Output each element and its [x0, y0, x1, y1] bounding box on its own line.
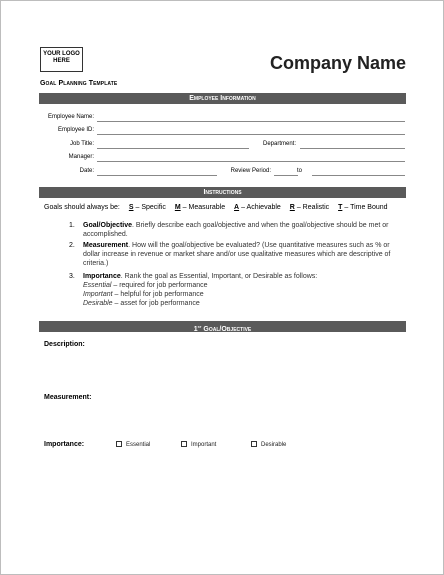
- department-label: Department:: [262, 141, 296, 147]
- importance-desirable-def: Desirable – asset for job performance: [83, 300, 200, 307]
- desirable-checkbox[interactable]: Desirable: [251, 441, 286, 448]
- importance-essential-def: Essential – required for job performance: [83, 282, 208, 289]
- measurement-label: Measurement:: [44, 394, 92, 401]
- employee-name-label: Employee Name:: [47, 114, 94, 120]
- smart-realistic: R – Realistic: [289, 204, 330, 211]
- smart-specific: S – Specific: [128, 204, 166, 211]
- important-checkbox[interactable]: Important: [181, 441, 216, 448]
- document-title: Goal Planning Template: [40, 80, 118, 87]
- manager-field[interactable]: [97, 161, 405, 162]
- date-label: Date:: [79, 168, 94, 174]
- section-header-goal-1: 1st Goal/Objective: [39, 321, 406, 332]
- importance-important-def: Important – helpful for job performance: [83, 291, 204, 298]
- instruction-importance: 3. Importance. Rank the goal as Essential, Important, or Desirable as follows: Essential – required for job performance Important – helpful for job performance Desirable – asset for job performance: [69, 272, 404, 308]
- employee-id-field[interactable]: [97, 134, 405, 135]
- review-period-to-label: to: [297, 168, 303, 174]
- review-period-label: Review Period:: [230, 168, 271, 174]
- logo-line-2: HERE: [53, 58, 70, 64]
- smart-measurable: M – Measurable: [174, 204, 226, 211]
- checkbox-icon[interactable]: [181, 441, 187, 447]
- logo-placeholder: [40, 47, 83, 72]
- employee-name-field[interactable]: [97, 121, 405, 122]
- instruction-measurement: 2. Measurement. How will the goal/objective be evaluated? (Use quantitative measures such as % or dollar increase in revenue or market share and/or use qualitative measures which are descriptive of criteria.): [69, 242, 391, 267]
- description-label: Description:: [44, 341, 85, 348]
- section-header-employee-info: Employee Information: [39, 93, 406, 104]
- job-title-field[interactable]: [97, 148, 249, 149]
- review-period-start-field[interactable]: [274, 175, 298, 176]
- smart-achievable: A – Achievable: [234, 204, 281, 211]
- job-title-label: Job Title:: [69, 141, 94, 147]
- checkbox-icon[interactable]: [251, 441, 257, 447]
- instruction-goal-objective: 1. Goal/Objective. Briefly describe each goal/objective and when the goal/objective should be met or accomplished.: [69, 222, 389, 238]
- smart-time-bound: T – Time Bound: [338, 204, 388, 211]
- smart-intro: Goals should always be:: [44, 204, 120, 211]
- smart-criteria: [44, 204, 388, 211]
- logo-line-1: YOUR LOGO: [43, 51, 80, 57]
- review-period-end-field[interactable]: [312, 175, 405, 176]
- essential-checkbox[interactable]: Essential: [116, 441, 150, 448]
- employee-id-label: Employee ID:: [57, 127, 94, 133]
- section-header-instructions: Instructions: [39, 187, 406, 198]
- checkbox-icon[interactable]: [116, 441, 122, 447]
- manager-label: Manager:: [68, 154, 94, 160]
- importance-label: Importance:: [44, 441, 85, 448]
- company-name: Company Name: [269, 53, 406, 73]
- department-field[interactable]: [300, 148, 405, 149]
- date-field[interactable]: [97, 175, 217, 176]
